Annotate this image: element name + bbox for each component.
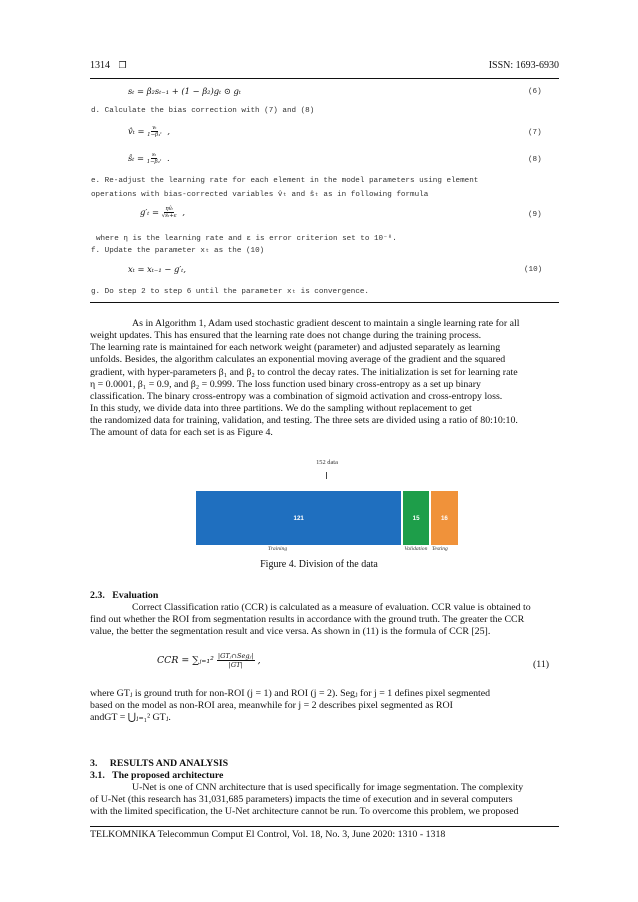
equation-6: sₜ = β₂sₜ₋₁ + (1 − β₂)gₜ ⊙ gₜ xyxy=(128,86,241,96)
equation-9-number: (9) xyxy=(528,211,542,219)
category-label-training: Training xyxy=(267,546,288,552)
data-division-chart xyxy=(196,455,458,550)
page-number: 1314 xyxy=(90,60,110,71)
bar-value-label: 16 xyxy=(440,514,448,522)
equation-8: ŝₜ = $\frac{\text{sₜ}}{\text{1−β₂ᵗ}}$ . xyxy=(128,152,170,165)
section-2-3-where: where GTⱼ is ground truth for non-ROI (j = 1) and ROI (j = 2). Segⱼ for j = 1 defines pixel segmented based on the model as non-ROI area, meanwhile for j = 2 describes pixel segmented as ROI andGT = ⋃ⱼ₌₁² GTⱼ. xyxy=(90,688,491,724)
step-d: d. Calculate the bias correction with (7) and (8) xyxy=(91,107,315,115)
bar-training xyxy=(196,491,401,545)
chart-title-tick xyxy=(326,472,327,479)
section-2-3-heading: 2.3. Evaluation xyxy=(90,590,159,601)
issn: ISSN: 1693-6930 xyxy=(488,60,559,71)
equation-6-number: (6) xyxy=(528,88,542,96)
equation-7-number: (7) xyxy=(528,129,542,137)
bar-validation xyxy=(403,491,428,545)
paragraph-adam: As in Algorithm 1, Adam used stochastic gradient descent to maintain a single learning rate for all weight updates. This has ensured that the learning rate does not change during the training process. The learning rate is maintained for each network weight (parameter) and adjusted separately as learning unfolds. Besides, the algorithm calculates an exponential moving average of the gradient and the squared gradient, with hyper-parameters β₁ and β₂ to control the decay rates. The initialization is set for learning rate η = 0.0001, β₁ = 0.9, and β₂ = 0.999. The loss function used binary cross-entropy as a set up binary classification. The binary cross-entropy was a combination of sigmoid activation and cross-entropy loss. In this study, we divide data into three partitions. We do the sampling without replacement to get the randomized data for training, validation, and testing. The three sets are divided using a ratio of 80:10:10. The amount of data for each set is as Figure 4. xyxy=(90,318,520,439)
page-header xyxy=(90,60,559,74)
section-3-1-paragraph: U-Net is one of CNN architecture that is used specifically for image segmentation. The complexity of U-Net (this research has 31,031,685 parameters) impacts the time of execution and in several computers with the limited specification, the U-Net architecture cannot be run. To overcome this problem, we proposed xyxy=(90,782,524,818)
section-2-3-paragraph: Correct Classification ratio (CCR) is calculated as a measure of evaluation. CCR value is obtained to find out whether the ROI from segmentation results in accordance with the ground truth. The greater the CCR value, the better the segmentation result and vice versa. As shown in (11) is the formula of CCR [25]. xyxy=(90,602,531,638)
where-line: where η is the learning rate and ε is error criterion set to 10⁻⁸. xyxy=(96,235,397,243)
footer-rule xyxy=(90,826,559,827)
section-3-heading: 3. RESULTS AND ANALYSIS xyxy=(90,758,229,769)
equation-11: CCR = ∑ⱼ₌₁² $\frac{\text{|GTⱼ∩Segⱼ|}}{|GT|}$ , xyxy=(157,652,261,669)
bar-value-label: 121 xyxy=(293,514,304,522)
equation-7: v̂ₜ = $\frac{\text{vₜ}}{\text{1−β₁ᵗ}}$ , xyxy=(128,125,171,138)
box-symbol: ❒ xyxy=(118,61,127,71)
equation-10: xₜ = xₜ₋₁ − g′ₜ, xyxy=(128,264,187,274)
bar-category-labels xyxy=(196,546,458,554)
chart-title: 152 data xyxy=(316,459,338,466)
step-e-line-1: e. Re-adjust the learning rate for each element in the model parameters using element xyxy=(91,177,479,185)
bar-testing xyxy=(431,491,458,545)
equation-9: g′ₜ = $\frac{\text{ηv̂ₜ}}{\text{√ŝₜ+ε}}$ , xyxy=(140,206,185,219)
stacked-bar xyxy=(196,491,458,545)
figure-caption: Figure 4. Division of the data xyxy=(260,559,378,570)
step-e-line-2: operations with bias-corrected variables v̂ₜ and ŝₜ as in following formula xyxy=(91,191,429,199)
header-rule xyxy=(90,78,559,79)
bar-value-label: 15 xyxy=(412,514,420,522)
equation-11-number: (11) xyxy=(533,659,550,670)
step-g: g. Do step 2 to step 6 until the parameter xₜ is convergence. xyxy=(91,288,369,296)
section-3-1-heading: 3.1. The proposed architecture xyxy=(90,770,224,781)
category-label-testing: Testing xyxy=(431,546,448,552)
category-label-validation: Validation xyxy=(404,546,428,552)
step-f: f. Update the parameter xₜ as the (10) xyxy=(91,247,265,255)
equation-8-number: (8) xyxy=(528,156,542,164)
equation-10-number: (10) xyxy=(524,266,543,274)
footer-text: TELKOMNIKA Telecommun Comput El Control, Vol. 18, No. 3, June 2020: 1310 - 1318 xyxy=(90,829,446,840)
algorithm-rule xyxy=(90,302,559,303)
